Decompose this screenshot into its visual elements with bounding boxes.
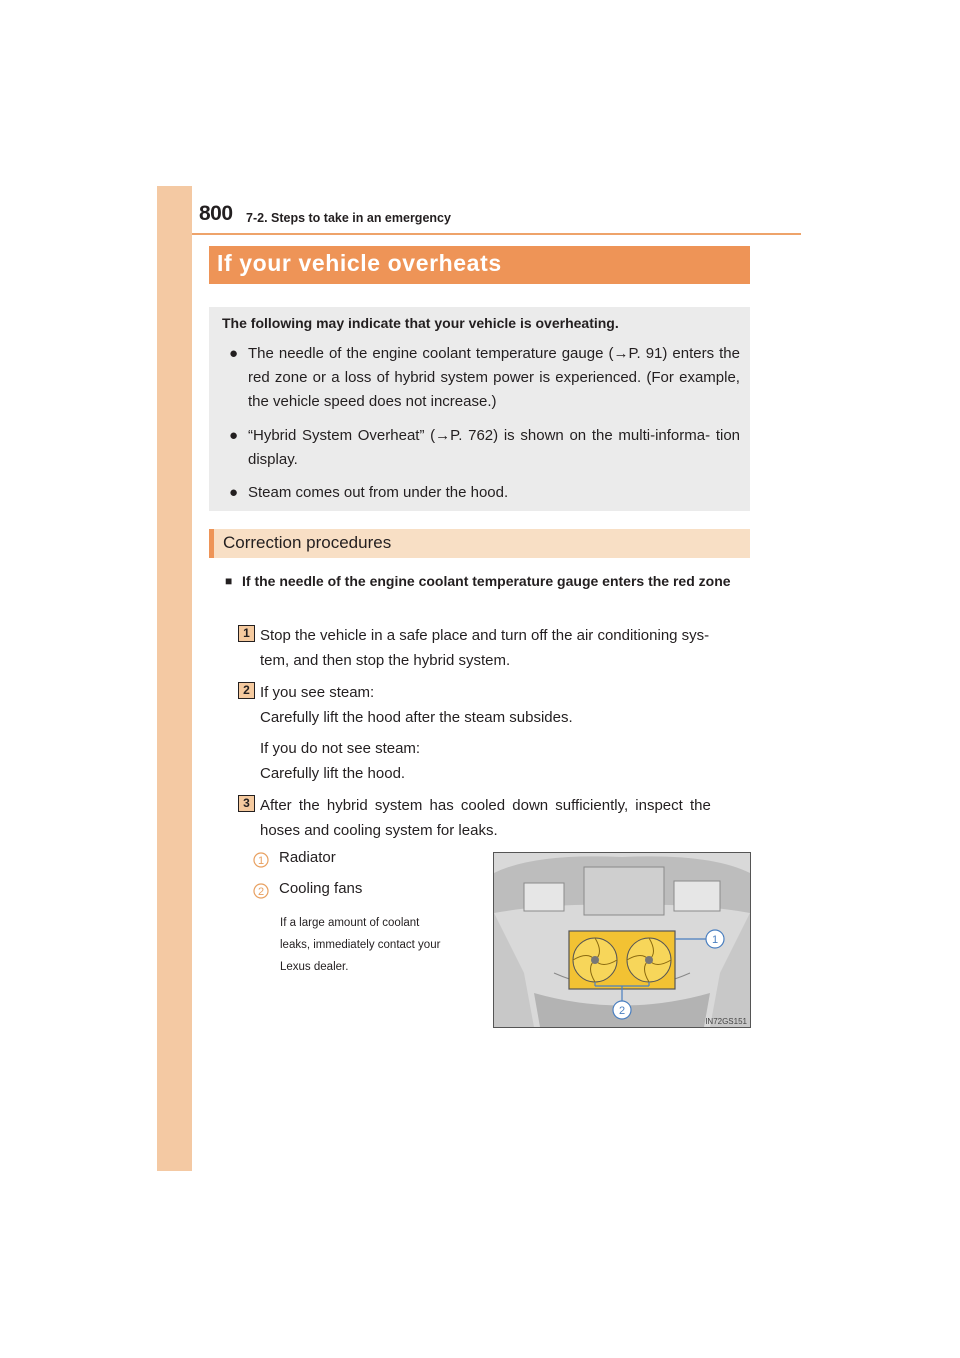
note-line: If a large amount of coolant: [280, 917, 420, 929]
step-text-line: After the hybrid system has cooled down sufficiently, inspect the: [260, 797, 711, 814]
legend-callout-2: [253, 883, 269, 899]
correction-heading: Correction procedures: [223, 533, 392, 552]
bullet-text-line: example, the vehicle speed does not increase.): [248, 369, 740, 410]
legend-callout-1: [253, 852, 269, 868]
bullet-dot-icon: ●: [229, 484, 239, 501]
step-text-line: Stop the vehicle in a safe place and turn off the air conditioning sys-: [260, 627, 710, 644]
coolant-leak-note: [280, 912, 480, 978]
figure-callout-2: 2: [618, 1005, 626, 1017]
note-line: Lexus dealer.: [280, 961, 349, 973]
bullet-item: [229, 481, 740, 505]
step-text-line: tem, and then stop the hybrid system.: [260, 652, 511, 669]
figure-callout-1: 1: [711, 934, 719, 946]
bullet-item: [229, 342, 740, 414]
step-number-badge: 2: [238, 682, 255, 699]
step-1-text: [260, 623, 746, 673]
engine-bay-illustration: [493, 852, 751, 1028]
condition-subhead: [225, 569, 748, 594]
legend-label-cooling-fans: Cooling fans: [279, 880, 363, 897]
step-text-line: If you see steam:: [260, 684, 375, 701]
bullet-text-line: “Hybrid System Overheat” (→P. 762) is shown on the multi-informa-: [248, 427, 711, 444]
bullet-text-line: Steam comes out from under the hood.: [248, 484, 509, 501]
page-number: 800: [199, 202, 233, 225]
step-text-line: hoses and cooling system for leaks.: [260, 822, 498, 839]
step-number-badge: 3: [238, 795, 255, 812]
correction-heading-bar: [209, 529, 750, 558]
subhead-text: If the needle of the engine coolant temperature gauge enters the red zone: [242, 573, 731, 589]
step-text-line: If you do not see steam:: [260, 740, 421, 757]
note-line: leaks, immediately contact your: [280, 939, 441, 951]
engine-bay-drawing: [494, 853, 750, 1027]
step-text-line: Carefully lift the hood after the steam subsides.: [260, 709, 573, 726]
bullet-text-line: the red zone or a loss of hybrid system power is experienced. (For: [248, 345, 740, 386]
info-heading: The following may indicate that your vehicle is overheating.: [222, 315, 619, 331]
figure-code: IN72GS151: [705, 1017, 747, 1026]
overheat-symptoms-box: [209, 307, 750, 511]
step-number-badge: 1: [238, 625, 255, 642]
step-text-line: Carefully lift the hood.: [260, 765, 406, 782]
bullet-text-line: The needle of the engine coolant temperature gauge (→P. 91) enters: [248, 345, 715, 362]
bullet-item: [229, 424, 740, 472]
section-label: 7-2. Steps to take in an emergency: [246, 211, 451, 225]
heading-accent: [209, 529, 214, 558]
header-rule: [192, 233, 801, 235]
bullet-dot-icon: ●: [229, 427, 239, 444]
legend-number: 1: [257, 855, 265, 867]
side-color-strip: [157, 186, 192, 1171]
legend-number: 2: [257, 886, 265, 898]
step-2-alt-text: [260, 736, 746, 786]
legend-label-radiator: Radiator: [279, 849, 336, 866]
step-3-text: [260, 793, 746, 843]
page-title: If your vehicle overheats: [217, 250, 502, 276]
square-bullet-icon: ■: [225, 574, 233, 588]
step-2-text: [260, 680, 746, 730]
bullet-text-line: tion display.: [248, 427, 740, 468]
page-title-bar: [209, 246, 750, 284]
bullet-dot-icon: ●: [229, 345, 239, 362]
